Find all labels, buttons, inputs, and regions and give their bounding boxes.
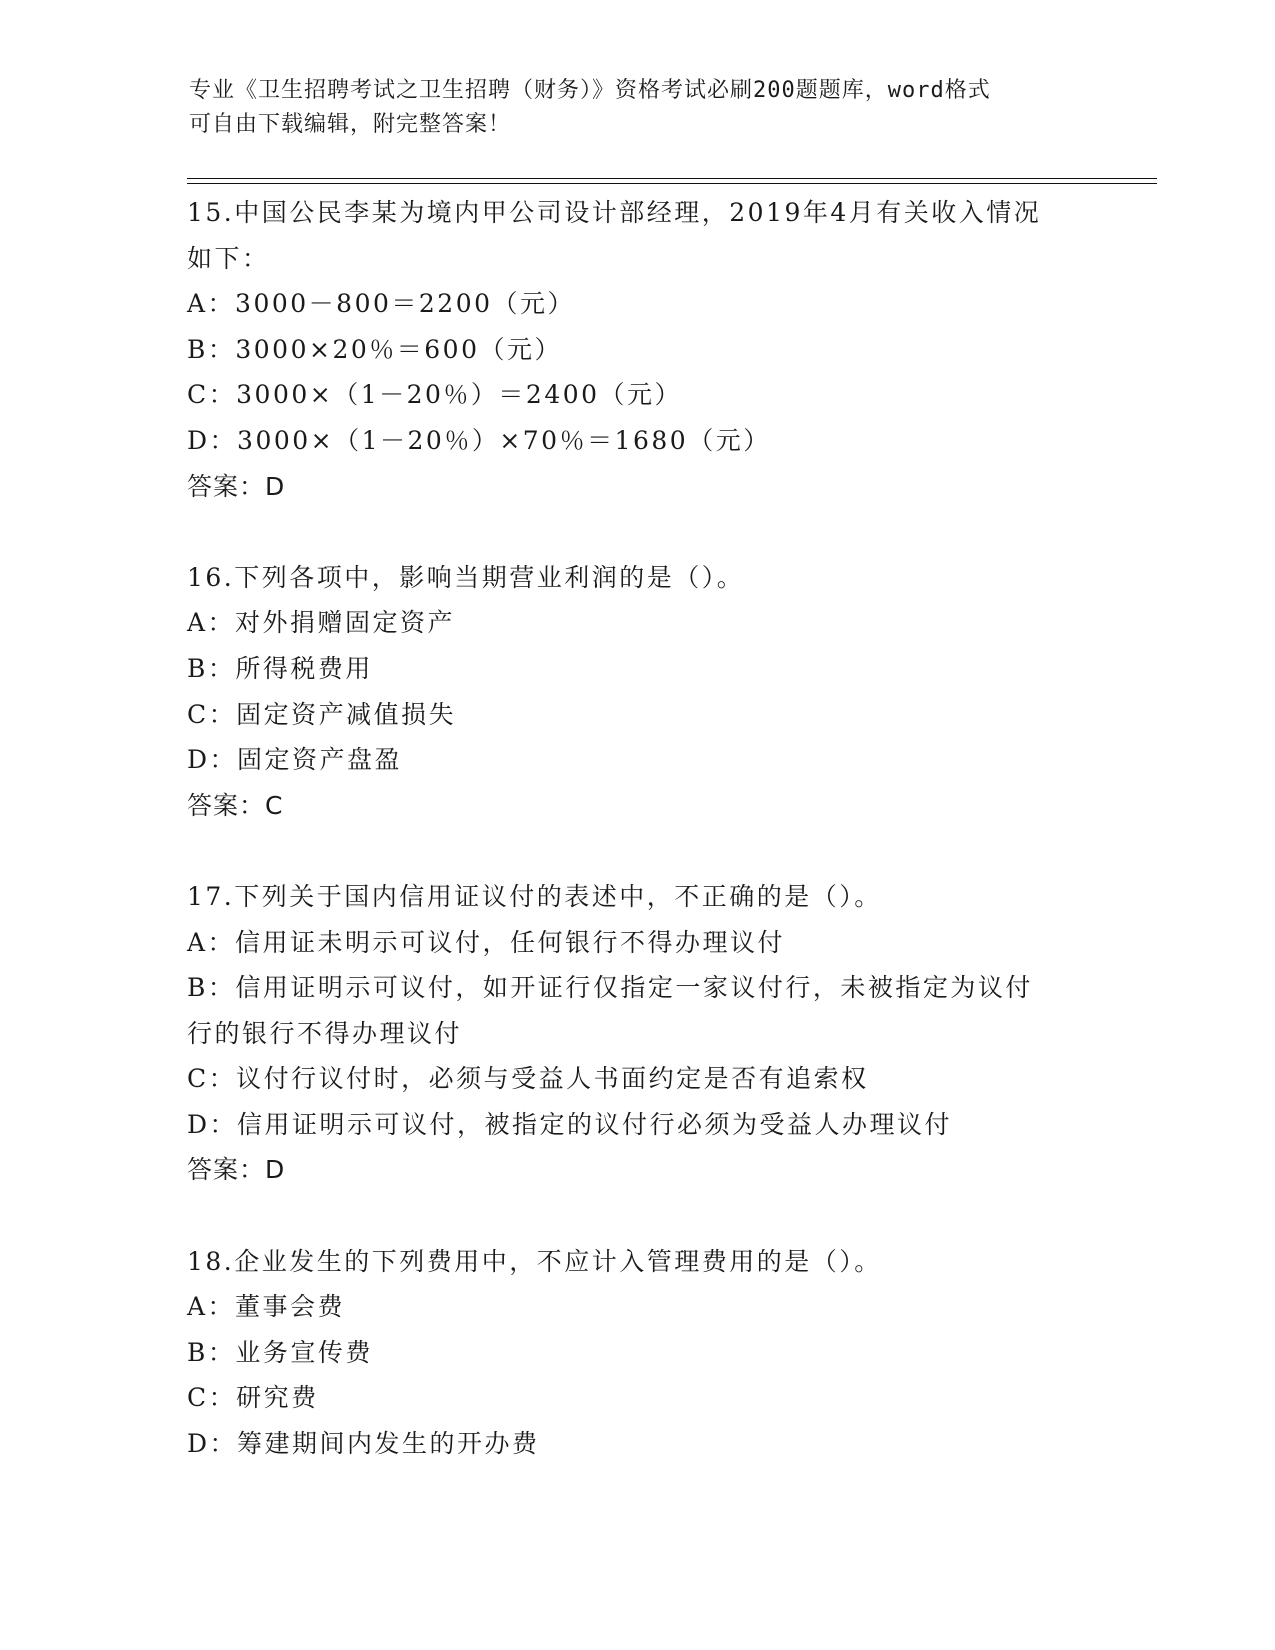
question-stem: 15.中国公民李某为境内甲公司设计部经理，2019年4月有关收入情况 [187, 198, 1042, 227]
question-stem: 16.下列各项中，影响当期营业利润的是（）。 [187, 562, 745, 592]
option-a: A：信用证未明示可议付，任何银行不得办理议付 [187, 927, 786, 957]
header-divider-bottom [187, 183, 1157, 184]
answer: 答案：D [187, 471, 286, 501]
answer: 答案：D [187, 1155, 286, 1185]
option-b: B：3000×20％＝600（元） [187, 334, 562, 364]
header-line-1: 专业《卫生招聘考试之卫生招聘（财务）》资格考试必刷200题题库，word格式 [189, 78, 991, 103]
option-c: C：研究费 [187, 1383, 319, 1413]
question-16 [187, 555, 1087, 829]
document-header [189, 74, 1069, 142]
option-c: C：固定资产减值损失 [187, 699, 457, 729]
option-a: A：对外捐赠固定资产 [187, 608, 456, 638]
header-line-2: 可自由下载编辑，附完整答案！ [189, 112, 512, 137]
option-c: C：议付行议付时，必须与受益人书面约定是否有追索权 [187, 1064, 869, 1094]
option-c: C：3000×（1－20％）＝2400（元） [187, 380, 683, 410]
question-18 [187, 1239, 1087, 1467]
option-d: D：信用证明示可议付，被指定的议付行必须为受益人办理议付 [187, 1109, 953, 1139]
header-divider-top [187, 178, 1157, 179]
option-d: D：3000×（1－20％）×70％＝1680（元） [187, 425, 771, 455]
question-17 [187, 874, 1087, 1193]
question-stem: 18.企业发生的下列费用中，不应计入管理费用的是（）。 [187, 1246, 882, 1276]
question-15 [187, 190, 1087, 509]
answer: 答案：C [187, 790, 284, 820]
option-b: B：所得税费用 [187, 653, 373, 683]
option-a: A：董事会费 [187, 1292, 346, 1322]
option-b-continued: 行的银行不得办理议付 [187, 1018, 463, 1048]
option-d: D：固定资产盘盈 [187, 745, 403, 775]
option-d: D：筹建期间内发生的开办费 [187, 1429, 540, 1459]
question-stem: 17.下列关于国内信用证议付的表述中，不正确的是（）。 [187, 881, 882, 911]
option-a: A：3000－800＝2200（元） [187, 289, 576, 319]
question-list [187, 190, 1087, 1467]
option-b: B：信用证明示可议付，如开证行仅指定一家议付行，未被指定为议付 [187, 973, 1033, 1003]
question-stem-continued: 如下： [187, 243, 270, 273]
option-b: B：业务宣传费 [187, 1337, 373, 1367]
